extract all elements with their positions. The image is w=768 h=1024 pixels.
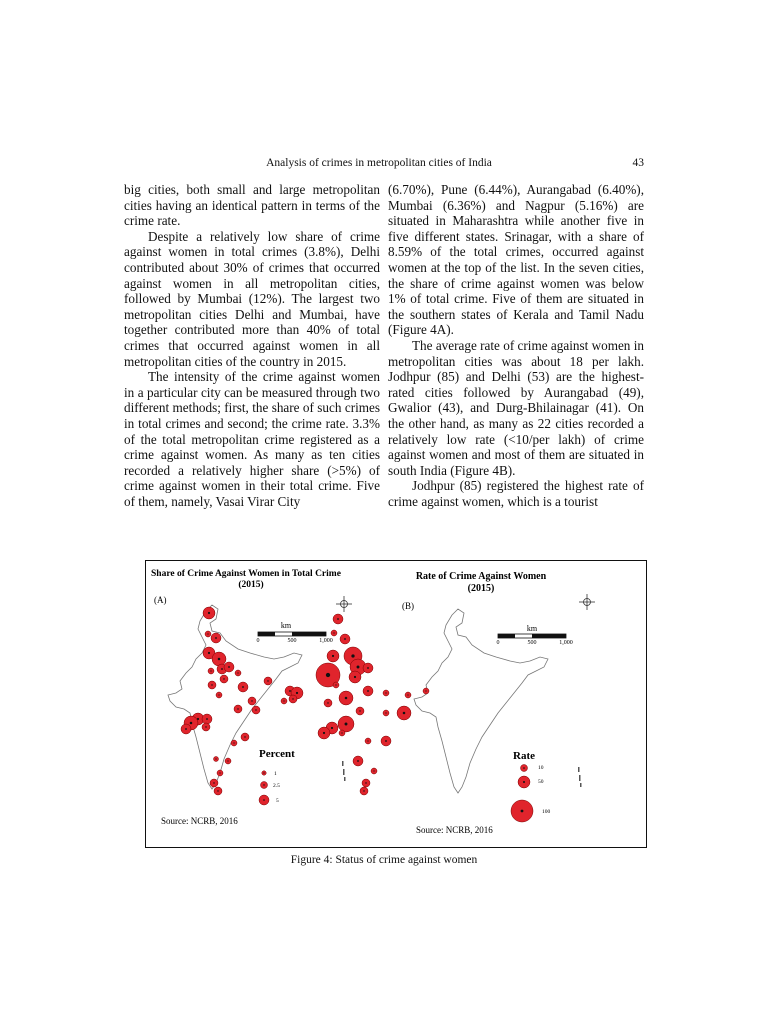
running-title: Analysis of crimes in metropolitan cities of India [266,157,492,169]
map-b-legend-label: 50 [538,779,544,785]
city-symbol-center [218,694,219,695]
map-b-scale-bar [498,634,566,638]
map-b-legend-label: 100 [542,809,551,815]
map-b-legend [511,765,533,823]
map-a-scale-tick: 0 [256,638,260,644]
map-a-scale-unit: km [280,621,292,630]
north-arrow-icon [579,594,595,610]
city-symbol-center [344,638,346,640]
map-a-year: (2015) [238,580,264,590]
city-symbol-center [215,758,216,759]
map-a-legend-label: 1 [274,771,277,777]
city-symbol-center [333,632,334,633]
city-symbol-center [251,700,252,701]
city-symbol-center [267,680,268,681]
map-b-city-symbols [316,614,429,795]
city-symbol-center [425,690,426,691]
city-symbol-center [351,654,354,657]
map-b [316,571,595,835]
city-symbol-center [365,782,366,783]
city-symbol-center [221,668,223,670]
paragraph: The average rate of crime against women in metropolitan cities was about 18 per lakh. Jodhpur (85) and Delhi (53) are the highest-rated cities followed by Aurangabad (49), Gwalior (43), and Durg-Bhilainagar (41). On the other hand, as many as 22 cities recorded a relatively low rate (<10/per lakh) of crime against women and most of them are situated in south India (Figure 4B). [388,337,644,478]
city-symbol-center [205,726,206,727]
city-symbol-center [206,718,208,720]
city-symbol-center [326,673,330,677]
paragraph: The intensity of the crime against women in a particular city can be measured through two different methods; first, the share of such crimes in total crimes and second; the crime rate. 3.3% of the total metropolitan crime registered as a crime against women. As many as ten cities recorded a relatively higher share (>5%) of crime against women in their total crime. Five of them, namely, Vasai Virar City [124,369,380,509]
city-symbol-center [190,722,193,725]
city-symbol-center [337,618,339,620]
city-symbol-center [242,686,244,688]
city-symbol-center [296,692,298,694]
city-symbol-center [228,666,230,668]
paragraph: (6.70%), Pune (6.44%), Aurangabad (6.40%), Mumbai (6.36%) and Nagpur (5.16%) are situated in Maharashtra while another five in five different states. Srinagar, with a share of 8.59% of the total crimes, occurred against women at the top of the list. In the seven cities, the share of crime against women was below 1% of total crime. Five of them are situated in the southern states of Kerala and Tamil Nadu (Figure 4A). [388,182,644,338]
running-header [124,157,644,173]
city-symbol-center [244,736,245,737]
city-symbol-center [373,770,374,771]
map-b-source: Source: NCRB, 2016 [416,825,493,835]
city-symbol-center [407,694,408,695]
city-symbol-center [323,732,325,734]
map-a-title: Share of Crime Against Women in Total Crime [151,569,341,579]
map-a [151,569,352,826]
map-a-scale-tick: 1,000 [319,638,333,644]
city-symbol-center [227,760,228,761]
city-symbol-center [363,790,364,791]
city-symbol-center [345,723,348,726]
city-symbol-center [367,740,368,741]
city-symbol-center [283,700,284,701]
map-a-legend-title: Percent [259,748,295,760]
city-symbol-center [367,690,369,692]
city-symbol-center [210,670,211,671]
city-symbol-center [215,637,217,639]
city-symbol-center [367,667,369,669]
map-a-scale-tick: 500 [287,638,297,644]
city-symbol-center [403,712,406,715]
figure-4 [145,560,647,848]
city-symbol-center [357,666,360,669]
city-symbol-center [385,712,386,713]
map-b-islands [578,767,582,787]
city-symbol-center [359,710,360,711]
map-b-scale-tick: 500 [527,640,537,646]
map-b-title: Rate of Crime Against Women [415,571,547,582]
city-symbol-center [211,684,212,685]
map-b-scale-unit: km [526,624,538,633]
city-symbol-center [354,676,356,678]
figure-svg [146,561,646,847]
map-b-legend-label: 10 [538,765,544,771]
map-b-scale-tick: 0 [496,640,500,646]
city-symbol-center [292,698,293,699]
left-column [124,182,380,509]
city-symbol-center [357,760,359,762]
city-symbol-center [341,732,342,733]
map-a-source: Source: NCRB, 2016 [161,816,238,826]
city-symbol-center [208,652,210,654]
city-symbol-center [207,633,208,634]
map-a-legend-label: 2.5 [273,783,280,789]
city-symbol-center [213,782,214,783]
city-symbol-center [218,658,221,661]
city-symbol-center [345,697,348,700]
city-symbol-center [335,684,336,685]
map-b-year: (2015) [467,583,495,594]
city-symbol-center [208,612,210,614]
city-symbol-center [233,742,234,743]
right-column [388,182,644,509]
city-symbol-center [332,655,334,657]
city-symbol-center [331,727,333,729]
city-symbol-center [237,708,238,709]
map-a-scale-bar [258,632,326,636]
north-arrow-icon [336,596,352,612]
paragraph: Jodhpur (85) registered the highest rate of crime against women, which is a tourist [388,478,644,509]
city-symbol-center [385,692,386,693]
map-a-legend [259,771,269,805]
city-symbol-center [219,772,220,773]
city-symbol-center [237,672,238,673]
city-symbol-center [217,790,218,791]
city-symbol-center [185,728,187,730]
city-symbol-center [289,690,291,692]
city-symbol-center [327,702,328,703]
map-a-panel-label: (A) [154,595,167,605]
map-b-scale-tick: 1,000 [559,640,573,646]
page-number: 43 [632,157,644,169]
map-a-islands [342,761,346,781]
map-b-panel-label: (B) [402,601,414,611]
paragraph: Despite a relatively low share of crime against women in total crimes (3.8%), Delhi contributed about 30% of crimes that occurred against women in all metropolitan cities, followed by Mumbai (12%). The largest two metropolitan cities Delhi and Mumbai, have together contributed more than 40% of total crimes that occurred against women in all metropolitan cities of the country in 2015. [124,228,380,369]
city-symbol-center [255,709,256,710]
map-b-legend-title: Rate [513,750,535,762]
city-symbol-center [385,740,387,742]
figure-caption: Figure 4: Status of crime against women [290,854,478,866]
map-a-legend-label: 5 [276,798,279,804]
paragraph: big cities, both small and large metropolitan cities having an identical pattern in terms of the crime rate. [124,182,380,229]
city-symbol-center [223,678,224,679]
